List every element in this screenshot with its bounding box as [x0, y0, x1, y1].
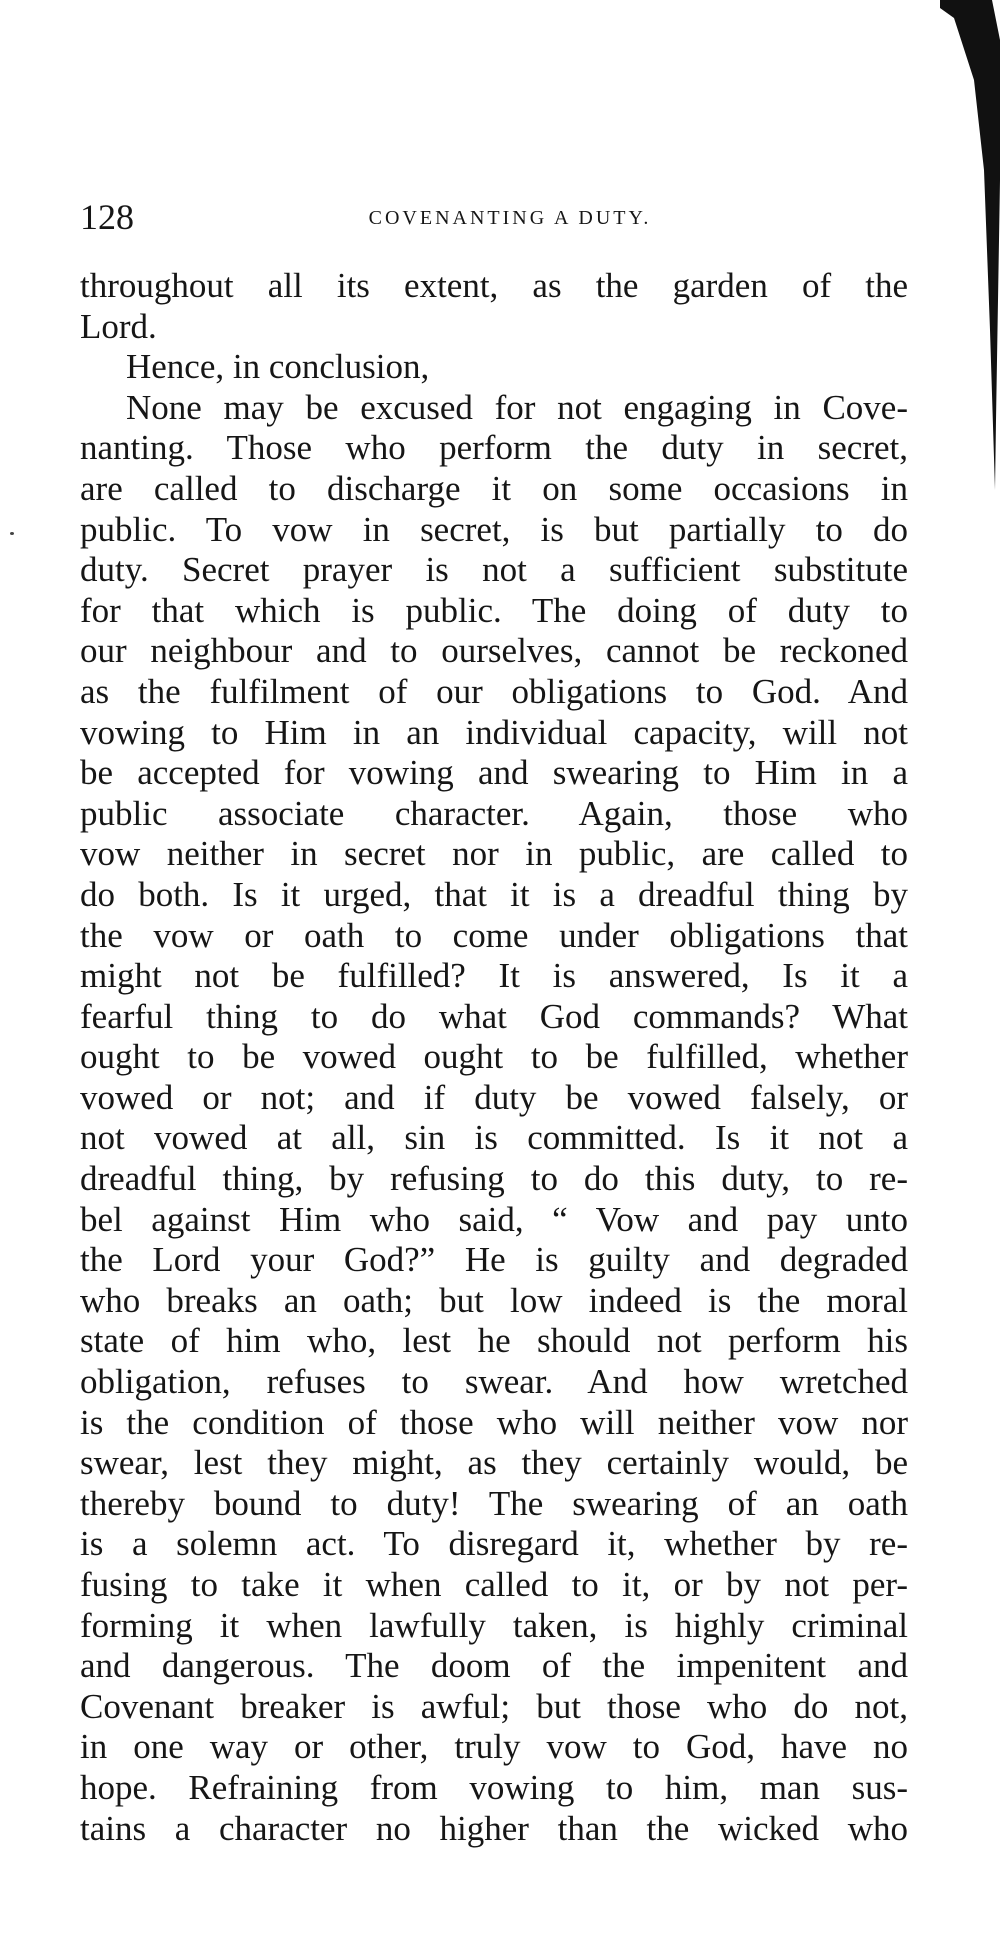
text-line: fearful thing to do what God commands? What: [80, 996, 908, 1036]
text-line: Hence, in conclusion,: [126, 347, 430, 387]
text-line: bel against Him who said, “ Vow and pay unto: [80, 1199, 908, 1239]
text-line: duty. Secret prayer is not a sufficient substitute: [80, 550, 908, 590]
text-line: as the fulfilment of our obligations to God. And: [80, 671, 908, 711]
text-line: vowing to Him in an individual capacity, will not: [80, 712, 908, 752]
text-line: dreadful thing, by refusing to do this duty, to re-: [80, 1159, 908, 1199]
text-line: are called to discharge it on some occasions in: [80, 468, 908, 508]
text-line: the Lord your God?” He is guilty and degraded: [80, 1240, 908, 1280]
body-text: [80, 266, 908, 1849]
page-header: [80, 192, 920, 242]
text-line: public associate character. Again, those who: [80, 793, 908, 833]
text-line: thereby bound to duty! The swearing of an oath: [80, 1483, 908, 1523]
text-line: might not be fulfilled? It is answered, Is it a: [80, 956, 908, 996]
running-title: COVENANTING A DUTY.: [368, 207, 652, 229]
text-line: our neighbour and to ourselves, cannot be reckoned: [80, 631, 908, 671]
text-line: public. To vow in secret, is but partially to do: [80, 509, 908, 549]
text-line: None may be excused for not engaging in Cove-: [126, 387, 908, 427]
page-number: 128: [80, 197, 134, 237]
text-line: for that which is public. The doing of duty to: [80, 590, 908, 630]
text-line: hope. Refraining from vowing to him, man sus-: [80, 1767, 908, 1807]
page-edge-shadow: [940, 0, 1000, 500]
text-line: and dangerous. The doom of the impenitent and: [80, 1646, 908, 1686]
text-line: in one way or other, truly vow to God, have no: [80, 1727, 908, 1767]
text-line: is the condition of those who will neither vow nor: [80, 1402, 908, 1442]
text-line: swear, lest they might, as they certainly would, be: [80, 1443, 908, 1483]
text-line: vowed or not; and if duty be vowed falsely, or: [80, 1077, 908, 1117]
text-line: state of him who, lest he should not perform his: [80, 1321, 908, 1361]
text-line: ought to be vowed ought to be fulfilled, whether: [80, 1037, 908, 1077]
text-line: obligation, refuses to swear. And how wretched: [80, 1362, 908, 1402]
text-line: fusing to take it when called to it, or by not per-: [80, 1565, 908, 1604]
text-line: Lord.: [80, 306, 157, 346]
margin-speck: [10, 532, 14, 535]
text-line: who breaks an oath; but low indeed is the moral: [80, 1280, 908, 1320]
text-line: the vow or oath to come under obligations that: [80, 915, 908, 955]
text-line: tains a character no higher than the wicked who: [80, 1808, 908, 1848]
text-line: be accepted for vowing and swearing to Him in a: [80, 753, 908, 793]
text-line: forming it when lawfully taken, is highly criminal: [80, 1605, 908, 1645]
text-line: Covenant breaker is awful; but those who do not,: [80, 1686, 908, 1726]
text-line: vow neither in secret nor in public, are called to: [80, 834, 908, 874]
text-line: do both. Is it urged, that it is a dreadful thing by: [80, 874, 908, 914]
text-line: nanting. Those who perform the duty in secret,: [80, 428, 908, 468]
text-line: throughout all its extent, as the garden of the: [80, 266, 908, 305]
text-line: not vowed at all, sin is committed. Is it not a: [80, 1118, 908, 1158]
text-line: is a solemn act. To disregard it, whether by re-: [80, 1524, 908, 1564]
